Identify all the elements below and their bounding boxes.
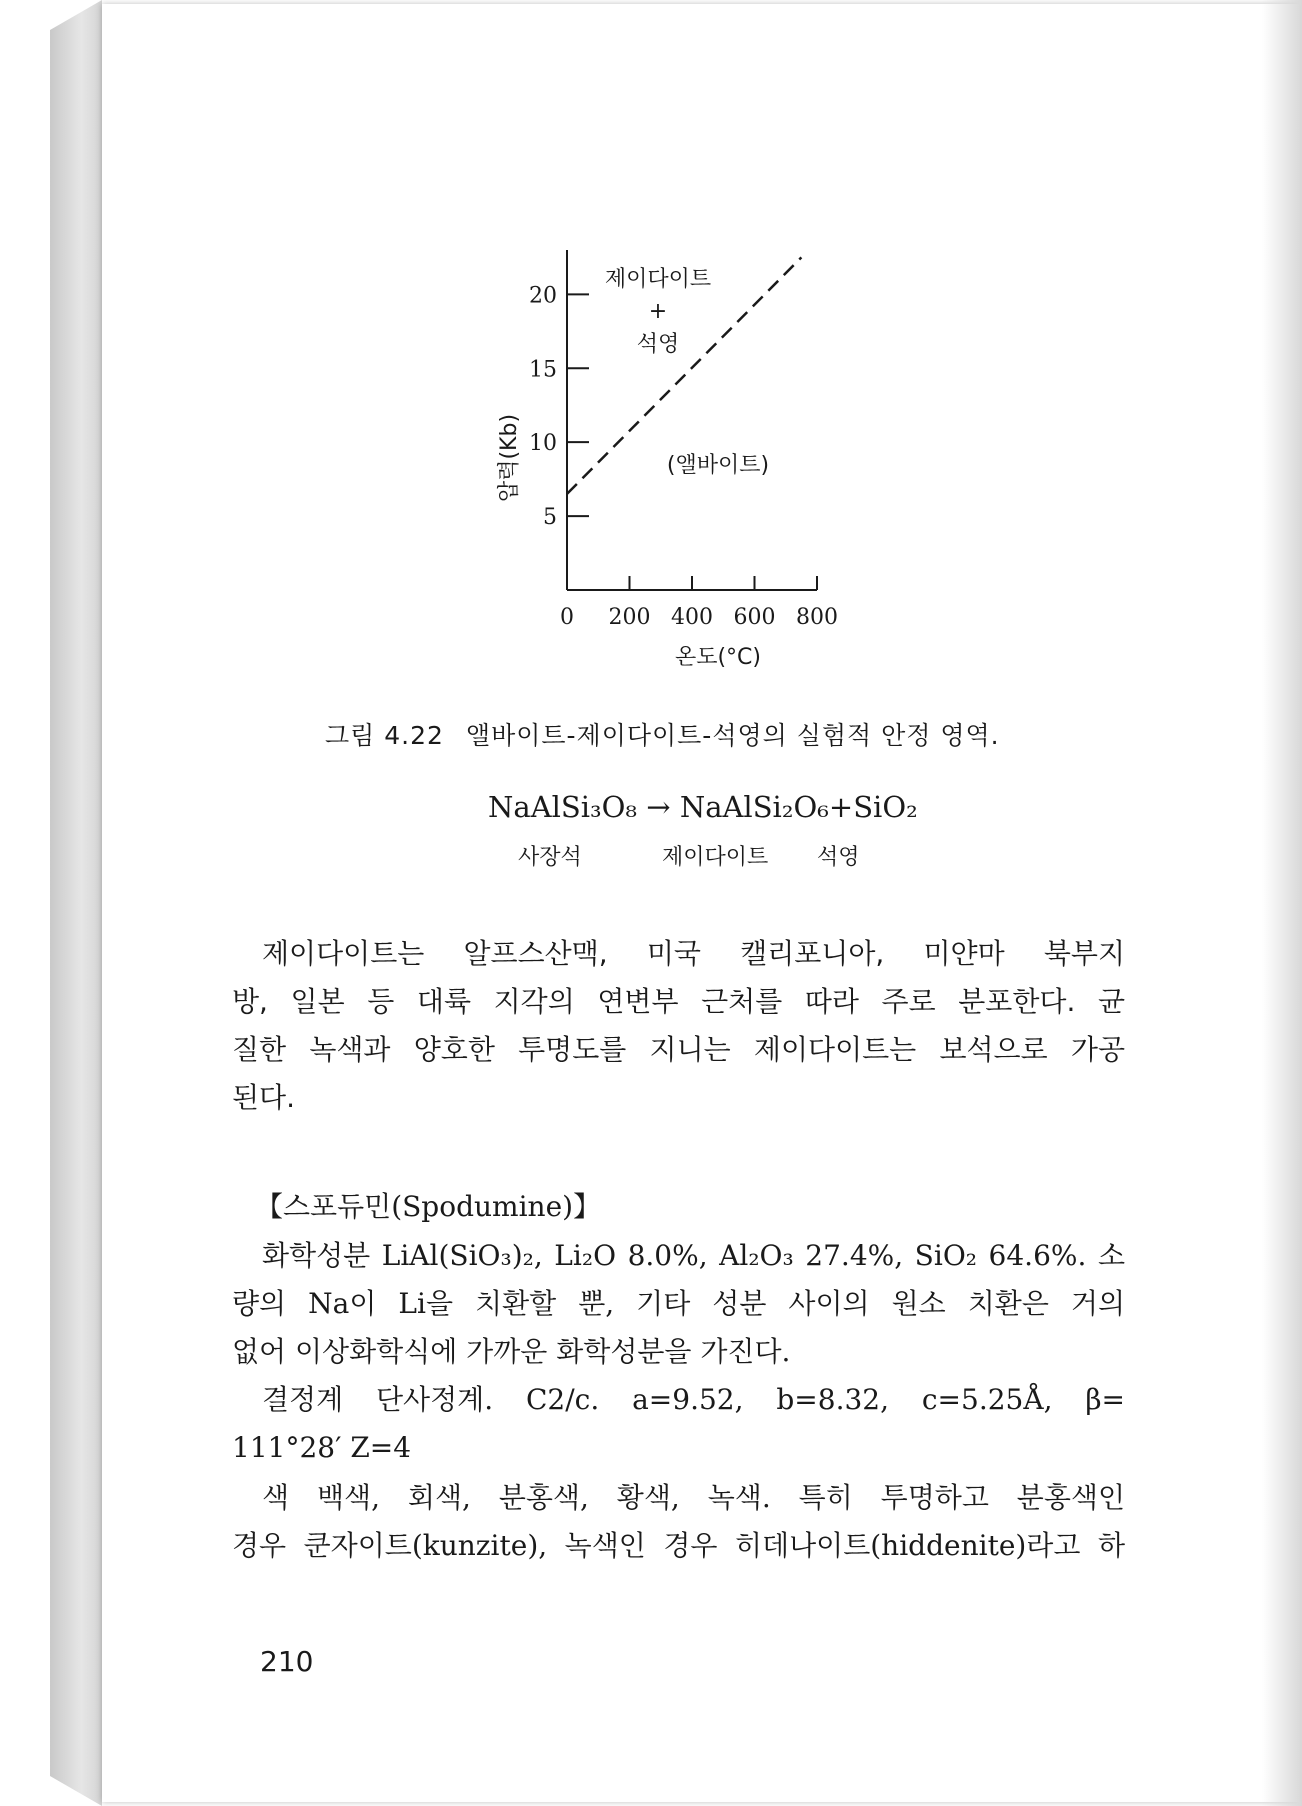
composition-line: 화학성분 LiAl(SiO₃)₂, Li₂O 8.0%, Al₂O₃ 27.4%, SiO₂ 64.6%. 소 xyxy=(262,1239,1125,1272)
product2-label: 석영 xyxy=(817,845,860,870)
jadeite-paragraph xyxy=(232,930,1125,1122)
y-tick-label: 15 xyxy=(529,357,557,383)
x-axis-label: 온도(°C) xyxy=(674,645,762,670)
y-tick-label: 20 xyxy=(529,283,557,309)
chart-axes xyxy=(567,250,817,590)
upper-region-label-2: + xyxy=(648,299,668,324)
figure-caption xyxy=(325,716,1000,752)
upper-region-label-1: 제이다이트 xyxy=(604,267,712,292)
upper-region-label-3: 석영 xyxy=(636,332,680,357)
crystal-line: 111°28′ Z=4 xyxy=(232,1431,412,1464)
y-tick-label: 10 xyxy=(529,431,557,457)
page-number: 210 xyxy=(260,1645,314,1678)
reaction-arrow: → xyxy=(646,790,671,824)
reactant-formula: NaAlSi₃O₈ xyxy=(488,790,638,824)
composition-line: 없어 이상화학식에 가까운 화학성분을 가진다. xyxy=(232,1335,791,1368)
x-tick-label: 800 xyxy=(796,605,838,630)
composition-paragraph xyxy=(232,1232,1125,1376)
composition-line: 량의 Na이 Li을 치환할 뿐, 기타 성분 사이의 원소 치환은 거의 xyxy=(232,1287,1125,1320)
product1-label: 제이다이트 xyxy=(662,845,769,870)
x-tick-label: 400 xyxy=(671,605,713,630)
y-tick-label: 5 xyxy=(543,505,557,531)
paragraph-line: 된다. xyxy=(232,1081,295,1114)
paragraph-line: 질한 녹색과 양호한 투명도를 지니는 제이다이트는 보석으로 가공 xyxy=(232,1033,1125,1066)
color-paragraph xyxy=(232,1474,1125,1570)
color-line: 경우 쿤자이트(kunzite), 녹색인 경우 히데나이트(hiddenite)라고 하 xyxy=(232,1529,1125,1562)
crystal-line: 결정계 단사정계. C2/c. a=9.52, b=8.32, c=5.25Å, β= xyxy=(262,1383,1125,1416)
product2-formula: SiO₂ xyxy=(853,790,918,824)
plus-sign: + xyxy=(828,790,854,824)
y-axis-label: 압력(Kb) xyxy=(497,413,522,503)
paragraph-line: 방, 일본 등 대륙 지각의 연변부 근처를 따라 주로 분포한다. 균 xyxy=(232,985,1125,1018)
phase-diagram-chart xyxy=(0,0,1302,700)
x-tick-label: 600 xyxy=(733,605,776,630)
reactant-label: 사장석 xyxy=(518,845,582,870)
figure-number: 그림 4.22 xyxy=(325,721,444,750)
figure-caption-text: 앨바이트-제이다이트-석영의 실험적 안정 영역. xyxy=(465,721,1000,750)
crystal-system-paragraph xyxy=(232,1376,1125,1472)
product1-formula: NaAlSi₂O₆ xyxy=(679,790,829,824)
color-line: 색 백색, 회색, 분홍색, 황색, 녹색. 특히 투명하고 분홍색인 xyxy=(262,1481,1125,1514)
x-tick-label: 0 xyxy=(560,605,574,630)
lower-region-label: (앨바이트) xyxy=(666,453,770,478)
paragraph-line: 제이다이트는 알프스산맥, 미국 캘리포니아, 미얀마 북부지 xyxy=(262,937,1125,970)
chemical-equation xyxy=(488,790,918,824)
section-heading: 【스포듀민(Spodumine)】 xyxy=(255,1190,602,1223)
x-tick-label: 200 xyxy=(608,605,651,630)
